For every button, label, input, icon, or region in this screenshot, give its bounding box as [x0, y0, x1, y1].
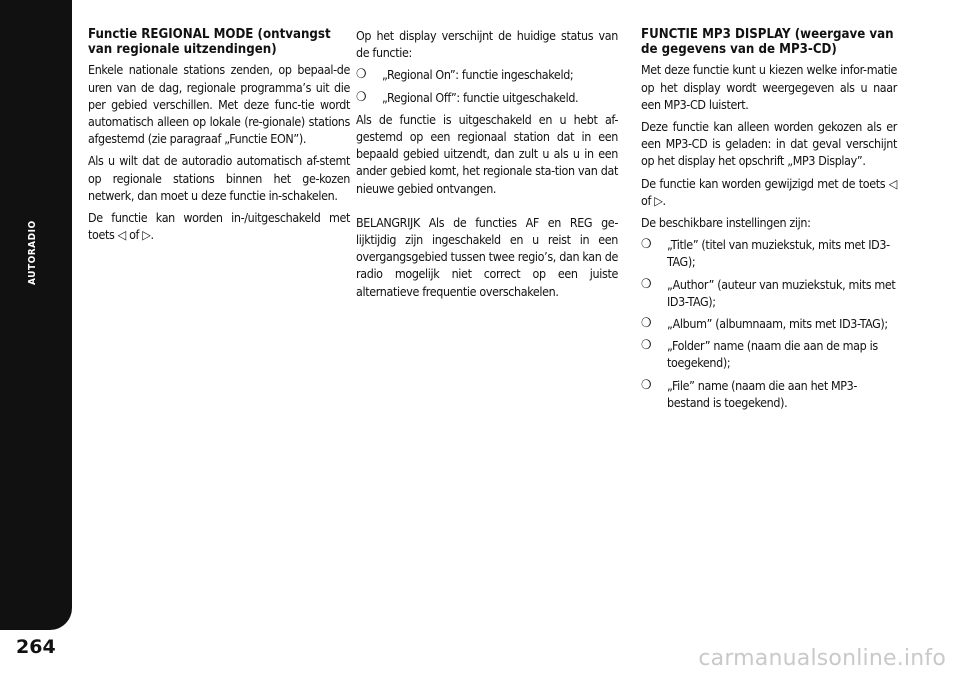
- bullet-circle-icon: ❍: [641, 377, 652, 393]
- bullet-circle-icon: ❍: [356, 67, 367, 83]
- paragraph: Enkele nationale stations zenden, op bepaal-de uren van de dag, regionale programma’s uit die per gebied verschillen. Met deze func-tie wordt automatisch alleen op lokale (re-gionale) stations afgestemd (zie paragraaf „Functie EON”).: [88, 62, 350, 147]
- list-item: [641, 315, 897, 332]
- side-tab-label: AUTORADIO: [27, 220, 38, 285]
- list-item-text: „Folder” name (naam die aan de map is toegekend);: [667, 338, 878, 371]
- paragraph: Als u wilt dat de autoradio automatisch af-stemt op regionale stations binnen het ge-kozen netwerk, dan moet u deze functie in-schakelen.: [88, 153, 350, 203]
- list-item: [356, 89, 618, 106]
- list-item: [641, 337, 897, 371]
- important-note: BELANGRIJK Als de functies AF en REG ge-lijktijdig zijn ingeschakeld en u reist in een overgangsgebied tussen twee regio’s, dan kan de radio mogelijk niet correct op een juiste alternatieve frequentie overschakelen.: [356, 214, 618, 299]
- paragraph: Als de functie is uitgeschakeld en u hebt af-gestemd op een regionaal station dat in een bepaald gebied uitzendt, dan zult u als u in een ander gebied komt, het regionale sta-tion van dat nieuwe gebied ontvangen.: [356, 111, 618, 196]
- status-list: [356, 66, 618, 105]
- paragraph: De beschikbare instellingen zijn:: [641, 215, 811, 231]
- paragraph: Met deze functie kunt u kiezen welke infor-matie op het display wordt weergegeven als u naar een MP3-CD luistert.: [641, 62, 897, 112]
- column-regional-mode: [88, 27, 350, 248]
- paragraph: De functie kan worden gewijzigd met de toets ◁ of ▷.: [641, 175, 897, 208]
- list-item-text: „Author” (auteur van muziekstuk, mits met ID3-TAG);: [667, 276, 896, 309]
- paragraph: Op het display verschijnt de huidige status van de functie:: [356, 28, 618, 61]
- watermark: carmanualsonline.info: [698, 646, 946, 671]
- list-item: [641, 377, 897, 411]
- column-mp3-display: [641, 27, 897, 416]
- page-number: 264: [16, 636, 56, 658]
- list-item: [641, 276, 897, 310]
- list-item: [356, 66, 618, 83]
- bullet-circle-icon: ❍: [641, 316, 652, 332]
- section-heading-mp3-display: FUNCTIE MP3 DISPLAY (weergave van de gegevens van de MP3-CD): [641, 27, 894, 58]
- list-item-text: „File” name (naam die aan het MP3-bestand is toegekend).: [667, 377, 858, 410]
- list-item-text: „Regional On”: functie ingeschakeld;: [382, 67, 574, 83]
- paragraph: Deze functie kan alleen worden gekozen als er een MP3-CD is geladen: in dat geval verschijnt op het display het opschrift „MP3 Display”.: [641, 119, 897, 169]
- paragraph: De functie kan worden in-/uitgeschakeld met toets ◁ of ▷.: [88, 210, 350, 243]
- list-item-text: „Title” (titel van muziekstuk, mits met ID3-TAG);: [667, 237, 890, 270]
- list-item-text: „Regional Off”: functie uitgeschakeld.: [382, 89, 579, 105]
- bullet-circle-icon: ❍: [641, 237, 652, 253]
- bullet-circle-icon: ❍: [641, 338, 652, 354]
- settings-list: [641, 236, 897, 411]
- side-tab: [0, 0, 72, 630]
- list-item-text: „Album” (albumnaam, mits met ID3-TAG);: [667, 316, 888, 332]
- bullet-circle-icon: ❍: [356, 89, 367, 105]
- section-heading-regional-mode: Functie REGIONAL MODE (ontvangst van regionale uitzendingen): [88, 27, 331, 58]
- column-regional-status: [356, 27, 618, 305]
- bullet-circle-icon: ❍: [641, 276, 652, 292]
- list-item: [641, 236, 897, 270]
